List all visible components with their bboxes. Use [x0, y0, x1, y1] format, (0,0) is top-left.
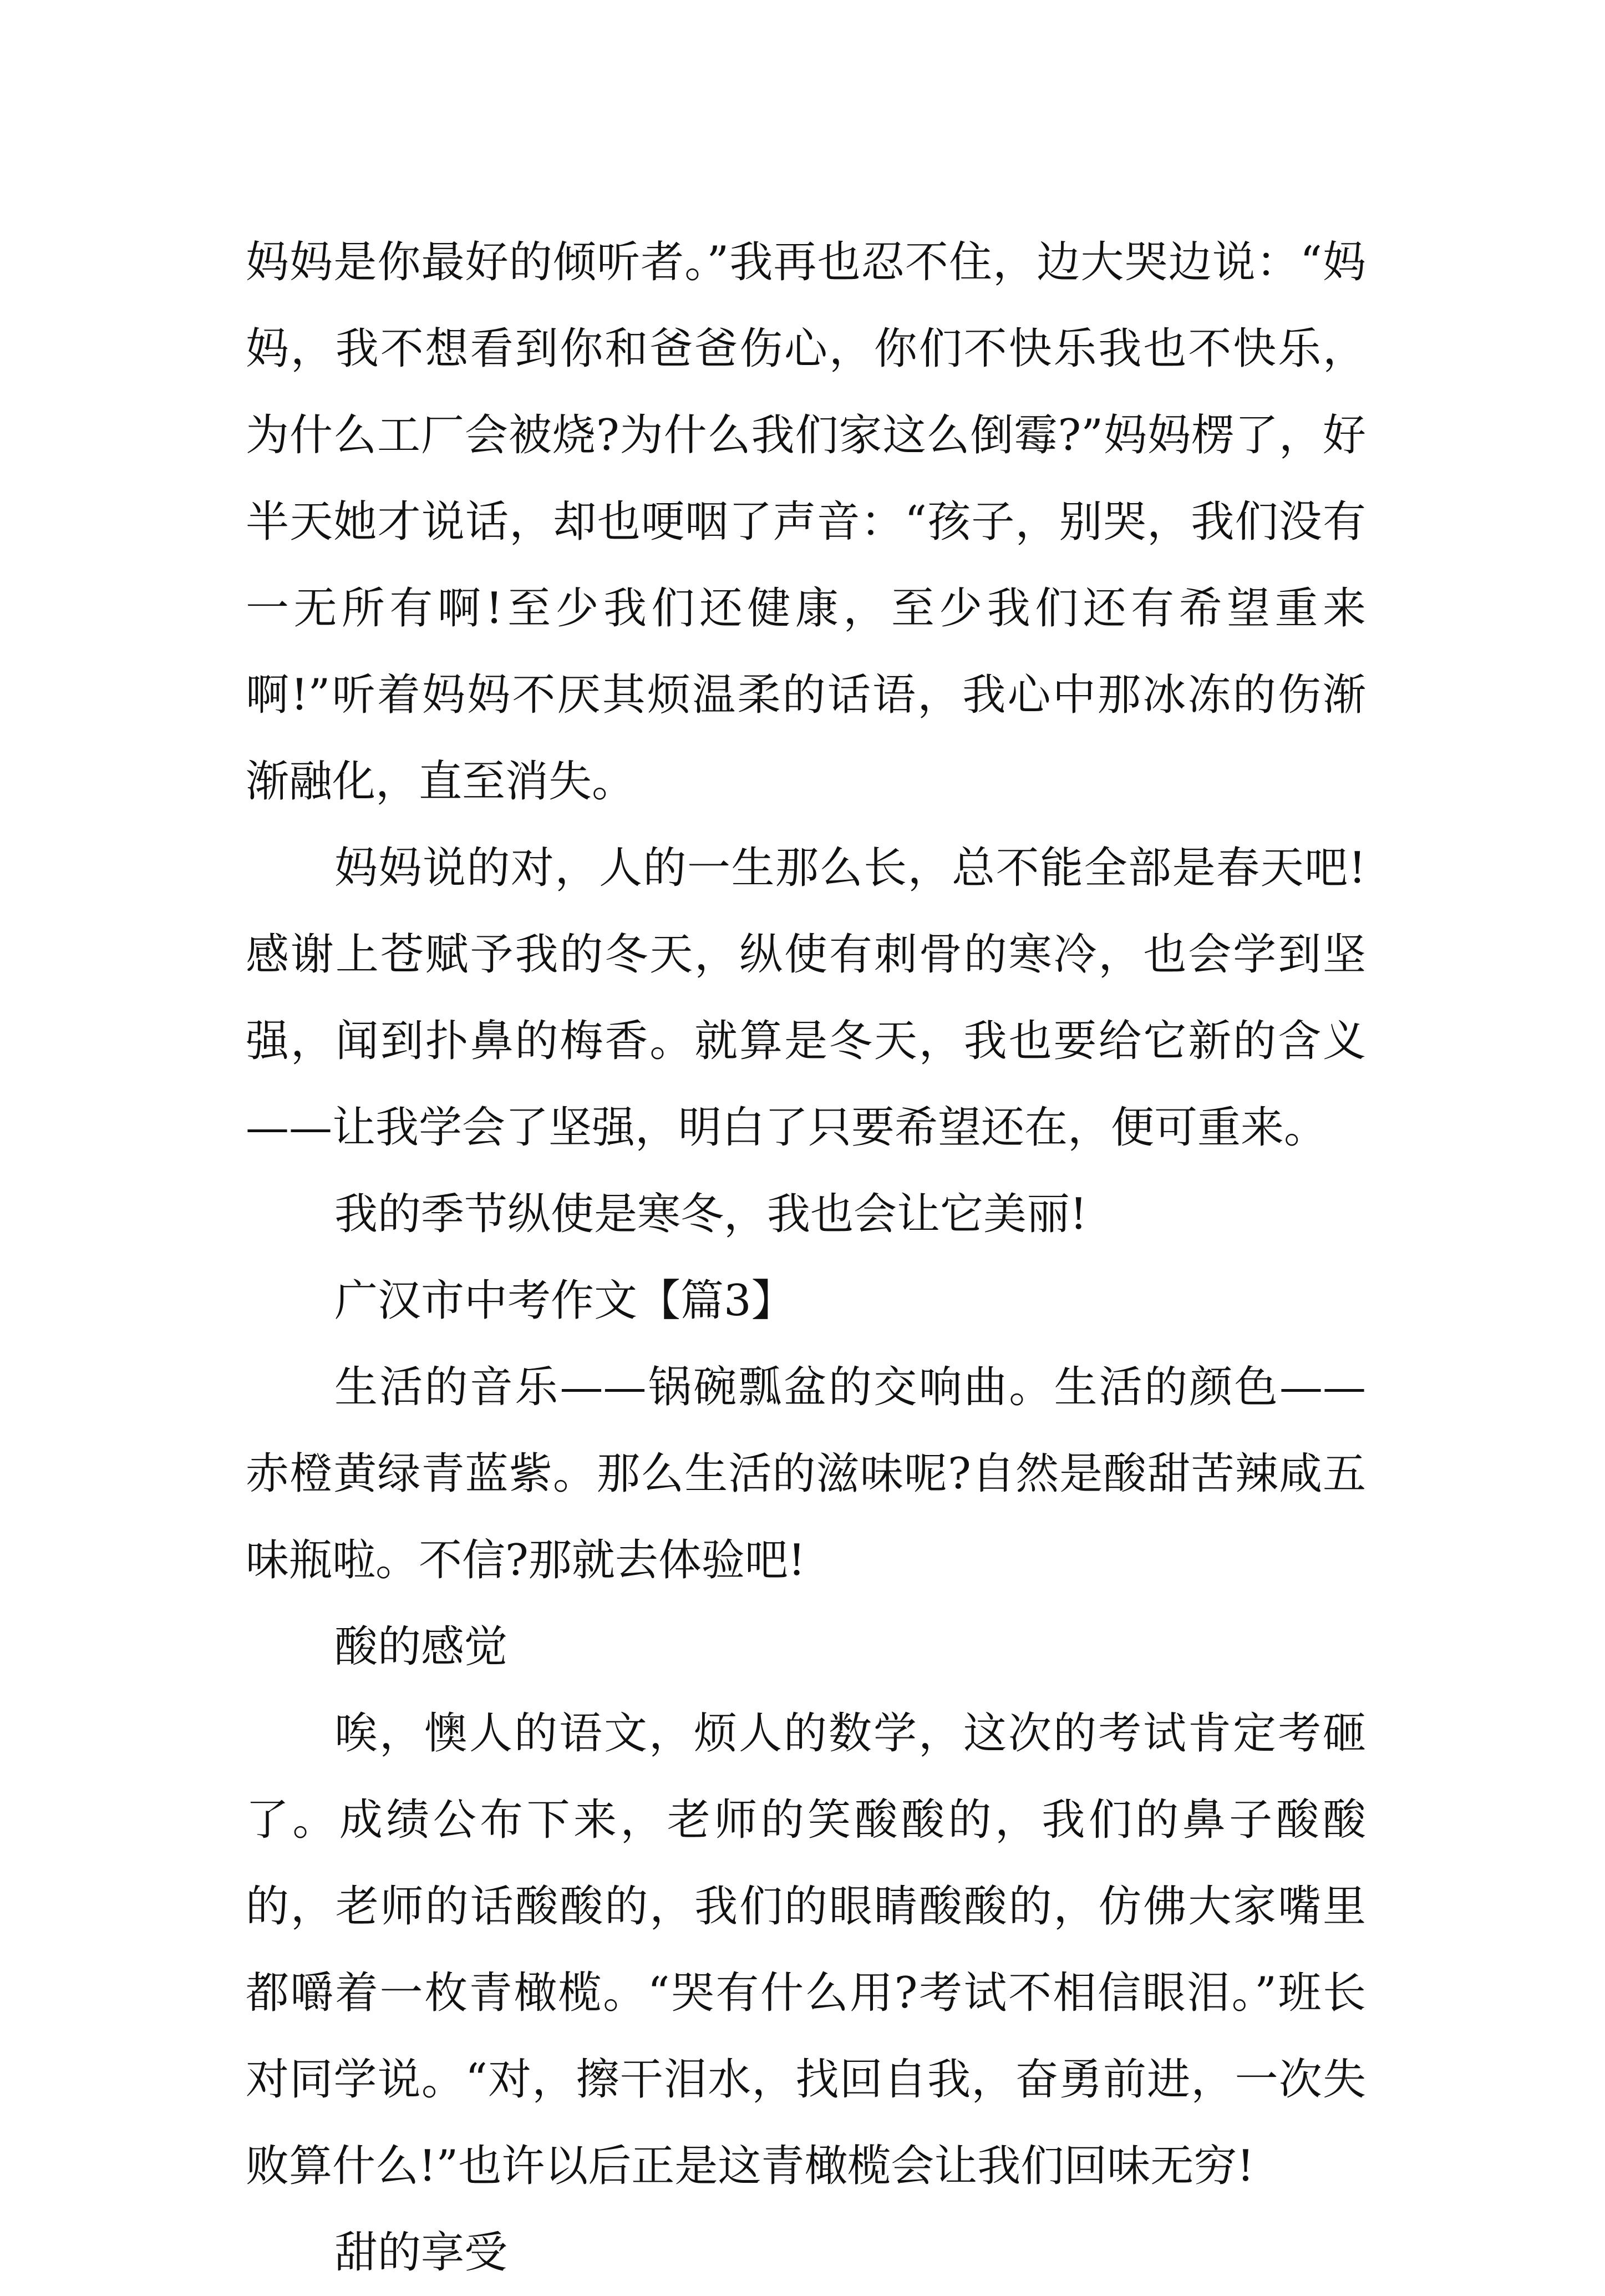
subsection-heading: 甜的享受: [334, 2228, 508, 2278]
section-heading: 广汉市中考作文【篇3】: [334, 1276, 795, 1326]
article-body: [246, 219, 1366, 2296]
paragraph-continuation: 妈妈是你最好的倾听者。”我再也忍不住，边大哭边说：“妈妈，我不想看到你和爸爸伤心，你们不快乐我也不快乐，为什么工厂会被烧?为什么我们家这么倒霉?”妈妈楞了，好半天她才说话，却也哽咽了声音：“孩子，别哭，我们没有一无所有啊!至少我们还健康，至少我们还有希望重来啊!”听着妈妈不厌其烦温柔的话语，我心中那冰冻的伤渐渐融化，直至消失。: [246, 237, 1366, 807]
paragraph: 唉，懊人的语文，烦人的数学，这次的考试肯定考砸了。成绩公布下来，老师的笑酸酸的，我们的鼻子酸酸的，老师的话酸酸的，我们的眼睛酸酸的，仿佛大家嘴里都嚼着一枚青橄榄。“哭有什么用?考试不相信眼泪。”班长对同学说。“对，擦干泪水，找回自我，奋勇前进，一次失败算什么!”也许以后正是这青橄榄会让我们回味无穷!: [246, 1709, 1366, 2191]
paragraph: 生活的音乐——锅碗瓢盆的交响曲。生活的颜色——赤橙黄绿青蓝紫。那么生活的滋味呢?自然是酸甜苦辣咸五味瓶啦。不信?那就去体验吧!: [246, 1362, 1366, 1585]
paragraph: 我的季节纵使是寒冬，我也会让它美丽!: [334, 1189, 1088, 1239]
subsection-heading: 酸的感觉: [334, 1622, 508, 1672]
paragraph: 妈妈说的对，人的一生那么长，总不能全部是春天吧!感谢上苍赋予我的冬天，纵使有刺骨的寒冷，也会学到坚强，闻到扑鼻的梅香。就算是冬天，我也要给它新的含义——让我学会了坚强，明白了只要希望还在，便可重来。: [246, 843, 1366, 1153]
